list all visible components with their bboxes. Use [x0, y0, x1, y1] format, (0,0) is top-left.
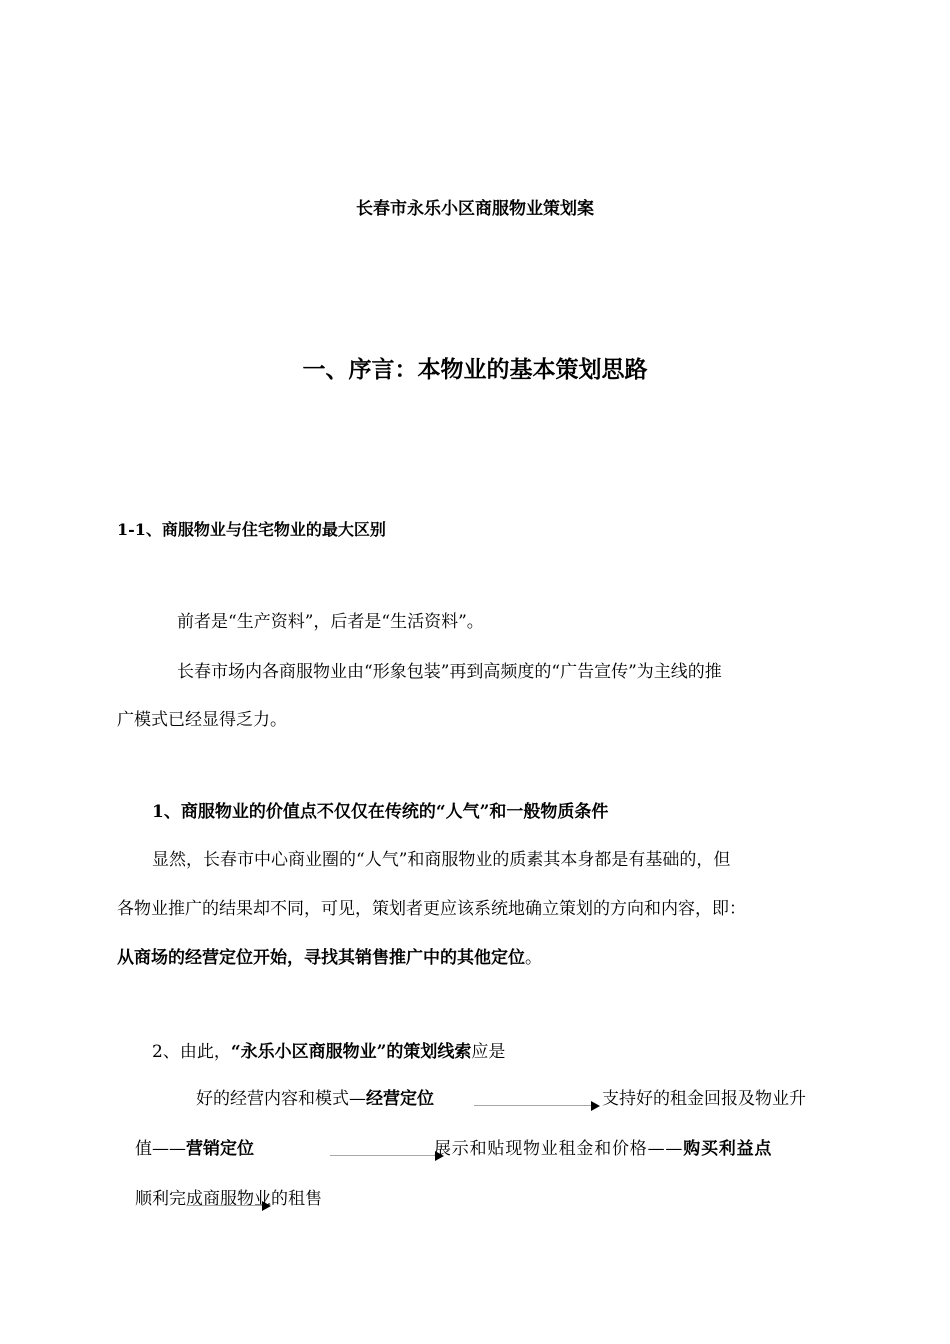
paragraph-2-line-1: 长春市场内各商服物业由“形象包装”再到高频度的“广告宣传”为主线的推: [177, 662, 722, 682]
point-2-prefix: 2、由此，: [152, 1042, 231, 1062]
purchase-benefit-label: 购买利益点: [683, 1139, 773, 1159]
point-2-emphasis: “永乐小区商服物业”的策划线索: [230, 1042, 472, 1062]
flow-2-text: 值——: [135, 1139, 186, 1159]
flow-line-2-end: [434, 1134, 772, 1159]
section-heading: 一、序言：本物业的基本策划思路: [302, 357, 648, 383]
flow-line-1-end: 支持好的租金回报及物业升: [602, 1089, 806, 1109]
arrow-right-icon: [474, 1105, 596, 1106]
paragraph-3-line-3: [117, 943, 542, 968]
paragraph-1: 前者是“生产资料”，后者是“生活资料”。: [177, 612, 484, 632]
flow-line-2-start: [135, 1134, 254, 1159]
point-1-heading: 1、商服物业的价值点不仅仅在传统的“人气”和一般物质条件: [152, 802, 609, 822]
point-2-suffix: 应是: [471, 1042, 506, 1062]
paragraph-3-end: 。: [525, 948, 542, 968]
point-2-line: [152, 1037, 505, 1062]
flow-line-1-start: [196, 1084, 434, 1109]
arrow-right-icon: [187, 1205, 267, 1206]
paragraph-3-line-2: 各物业推广的结果却不同，可见，策划者更应该系统地确立策划的方向和内容，即：: [117, 899, 746, 919]
flow-line-3: 顺利完成商服物业的租售: [135, 1189, 322, 1209]
paragraph-3-line-1: 显然，长春市中心商业圈的“人气”和商服物业的质素其本身都是有基础的，但: [152, 850, 731, 870]
paragraph-2-line-2: 广模式已经显得乏力。: [117, 710, 287, 730]
marketing-positioning-label: 营销定位: [186, 1139, 254, 1159]
arrow-right-icon: [330, 1155, 440, 1156]
document-title: 长春市永乐小区商服物业策划案: [356, 199, 594, 219]
paragraph-3-emphasis: 从商场的经营定位开始，寻找其销售推广中的其他定位: [117, 948, 525, 968]
flow-2-middle-text: 展示和贴现物业租金和价格——: [434, 1139, 684, 1159]
flow-1-text: 好的经营内容和模式—: [196, 1089, 366, 1109]
business-positioning-label: 经营定位: [366, 1089, 434, 1109]
subsection-heading: 1-1、商服物业与住宅物业的最大区别: [117, 520, 386, 539]
